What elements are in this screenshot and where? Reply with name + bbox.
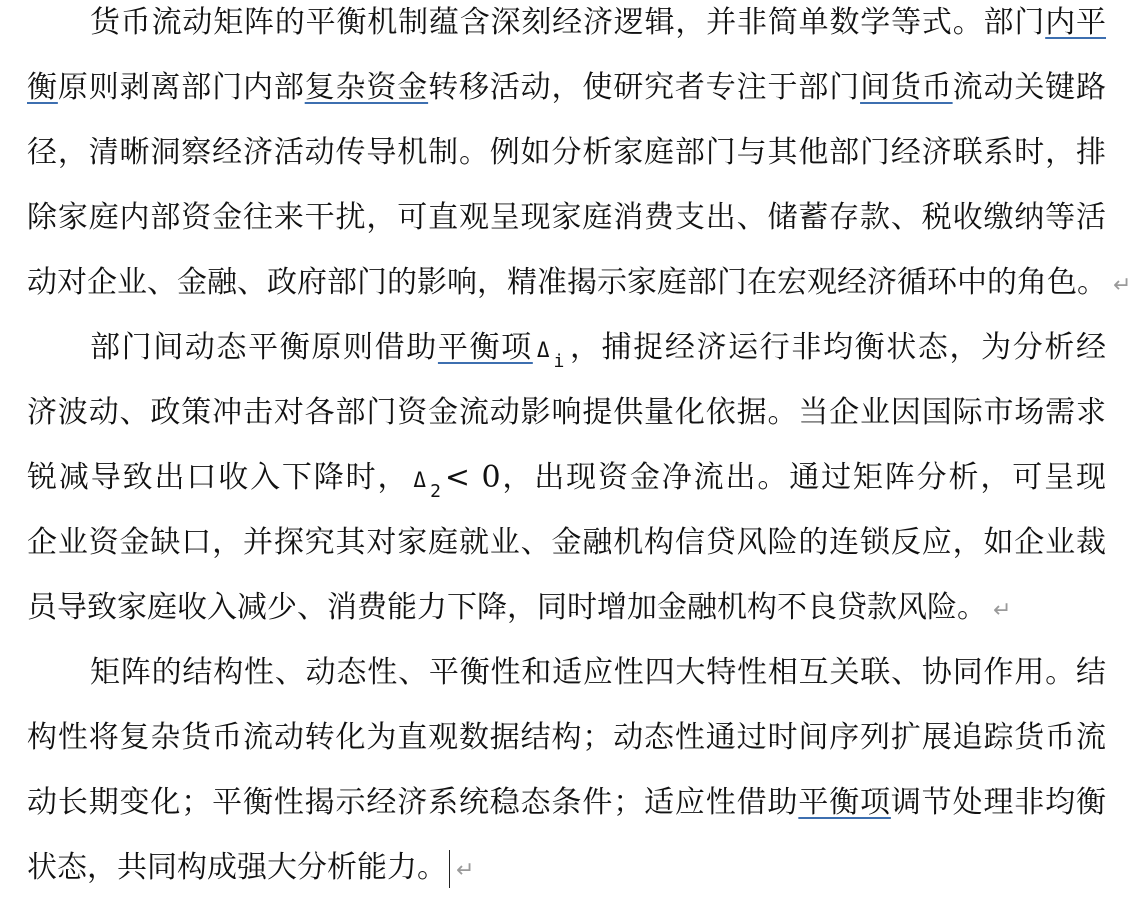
paragraph-mark-icon: ↵	[456, 858, 475, 883]
text-run: 调节处理非均衡	[890, 785, 1107, 820]
text-line	[27, 120, 1106, 185]
delta-symbol: Δ	[413, 468, 427, 492]
text-line	[27, 770, 1106, 835]
text-run: 动长期变化；平衡性揭示经济系统稳态条件；适应性借助	[27, 785, 799, 820]
text-run: 构性将复杂货币流动转化为直观数据结构；动态性通过时间序列扩展追踪货币流	[27, 720, 1106, 755]
text-run: ，捕捉经济运行非均衡状态，为分析经	[568, 330, 1107, 365]
text-run: 济波动、政策冲击对各部门资金流动影响提供量化依据。当企业因国际市场需求	[27, 395, 1106, 430]
text-run: 除家庭内部资金往来干扰，可直观呈现家庭消费支出、储蓄存款、税收缴纳等活	[27, 200, 1106, 235]
paragraph-mark-icon: ↵	[993, 598, 1012, 623]
text-run: 状态，共同构成强大分析能力。	[27, 850, 447, 885]
text-line	[27, 55, 1106, 120]
text-run: 原则剥离部门内部	[57, 70, 305, 105]
text-run: 货币流动矩阵的平衡机制蕴含深刻经济逻辑，并非简单数学等式。部门	[90, 5, 1046, 40]
paragraph-1	[27, 0, 1132, 315]
underlined-term: 间货币	[860, 70, 953, 105]
text-line	[27, 575, 1106, 640]
text-line	[27, 835, 1106, 900]
text-line	[27, 0, 1106, 55]
text-run: 转移活动，使研究者专注于部门	[428, 70, 861, 105]
text-run: 企业资金缺口，并探究其对家庭就业、金融机构信贷风险的连锁反应，如企业裁	[27, 525, 1106, 560]
underlined-term: 平衡项	[798, 785, 891, 820]
text-line	[27, 185, 1106, 250]
text-line	[27, 705, 1106, 770]
underlined-term: 平衡项	[437, 330, 533, 365]
text-run: < 0，出现资金净流出。通过矩阵分析，可呈现	[444, 460, 1106, 495]
subscript: 2	[430, 481, 441, 502]
document-body[interactable]	[27, 0, 1132, 900]
text-line	[27, 510, 1106, 575]
paragraph-mark-icon: ↵	[1113, 273, 1132, 298]
text-run: 动对企业、金融、政府部门的影响，精准揭示家庭部门在宏观经济循环中的角色。	[27, 265, 1107, 300]
text-run: 部门间动态平衡原则借助	[90, 330, 438, 365]
underlined-term: 衡	[27, 70, 58, 105]
subscript: i	[553, 351, 565, 372]
paragraph-2	[27, 315, 1106, 640]
text-run: 矩阵的结构性、动态性、平衡性和适应性四大特性相互关联、协同作用。结	[90, 655, 1106, 690]
text-line	[27, 445, 1106, 510]
paragraph-3	[27, 640, 1106, 900]
text-line	[27, 640, 1106, 705]
text-run: 流动关键路	[952, 70, 1107, 105]
text-run: 员导致家庭收入减少、消费能力下降，同时增加金融机构不良贷款风险。	[27, 590, 987, 625]
text-line	[27, 315, 1106, 380]
underlined-term: 内平	[1045, 5, 1106, 40]
text-run: 径，清晰洞察经济活动传导机制。例如分析家庭部门与其他部门经济联系时，排	[27, 135, 1106, 170]
delta-symbol: Δ	[536, 338, 550, 362]
text-line	[27, 380, 1106, 445]
underlined-term: 复杂资金	[304, 70, 429, 105]
text-line	[27, 250, 1132, 315]
text-run: 锐减导致出口收入下降时，	[27, 460, 410, 495]
